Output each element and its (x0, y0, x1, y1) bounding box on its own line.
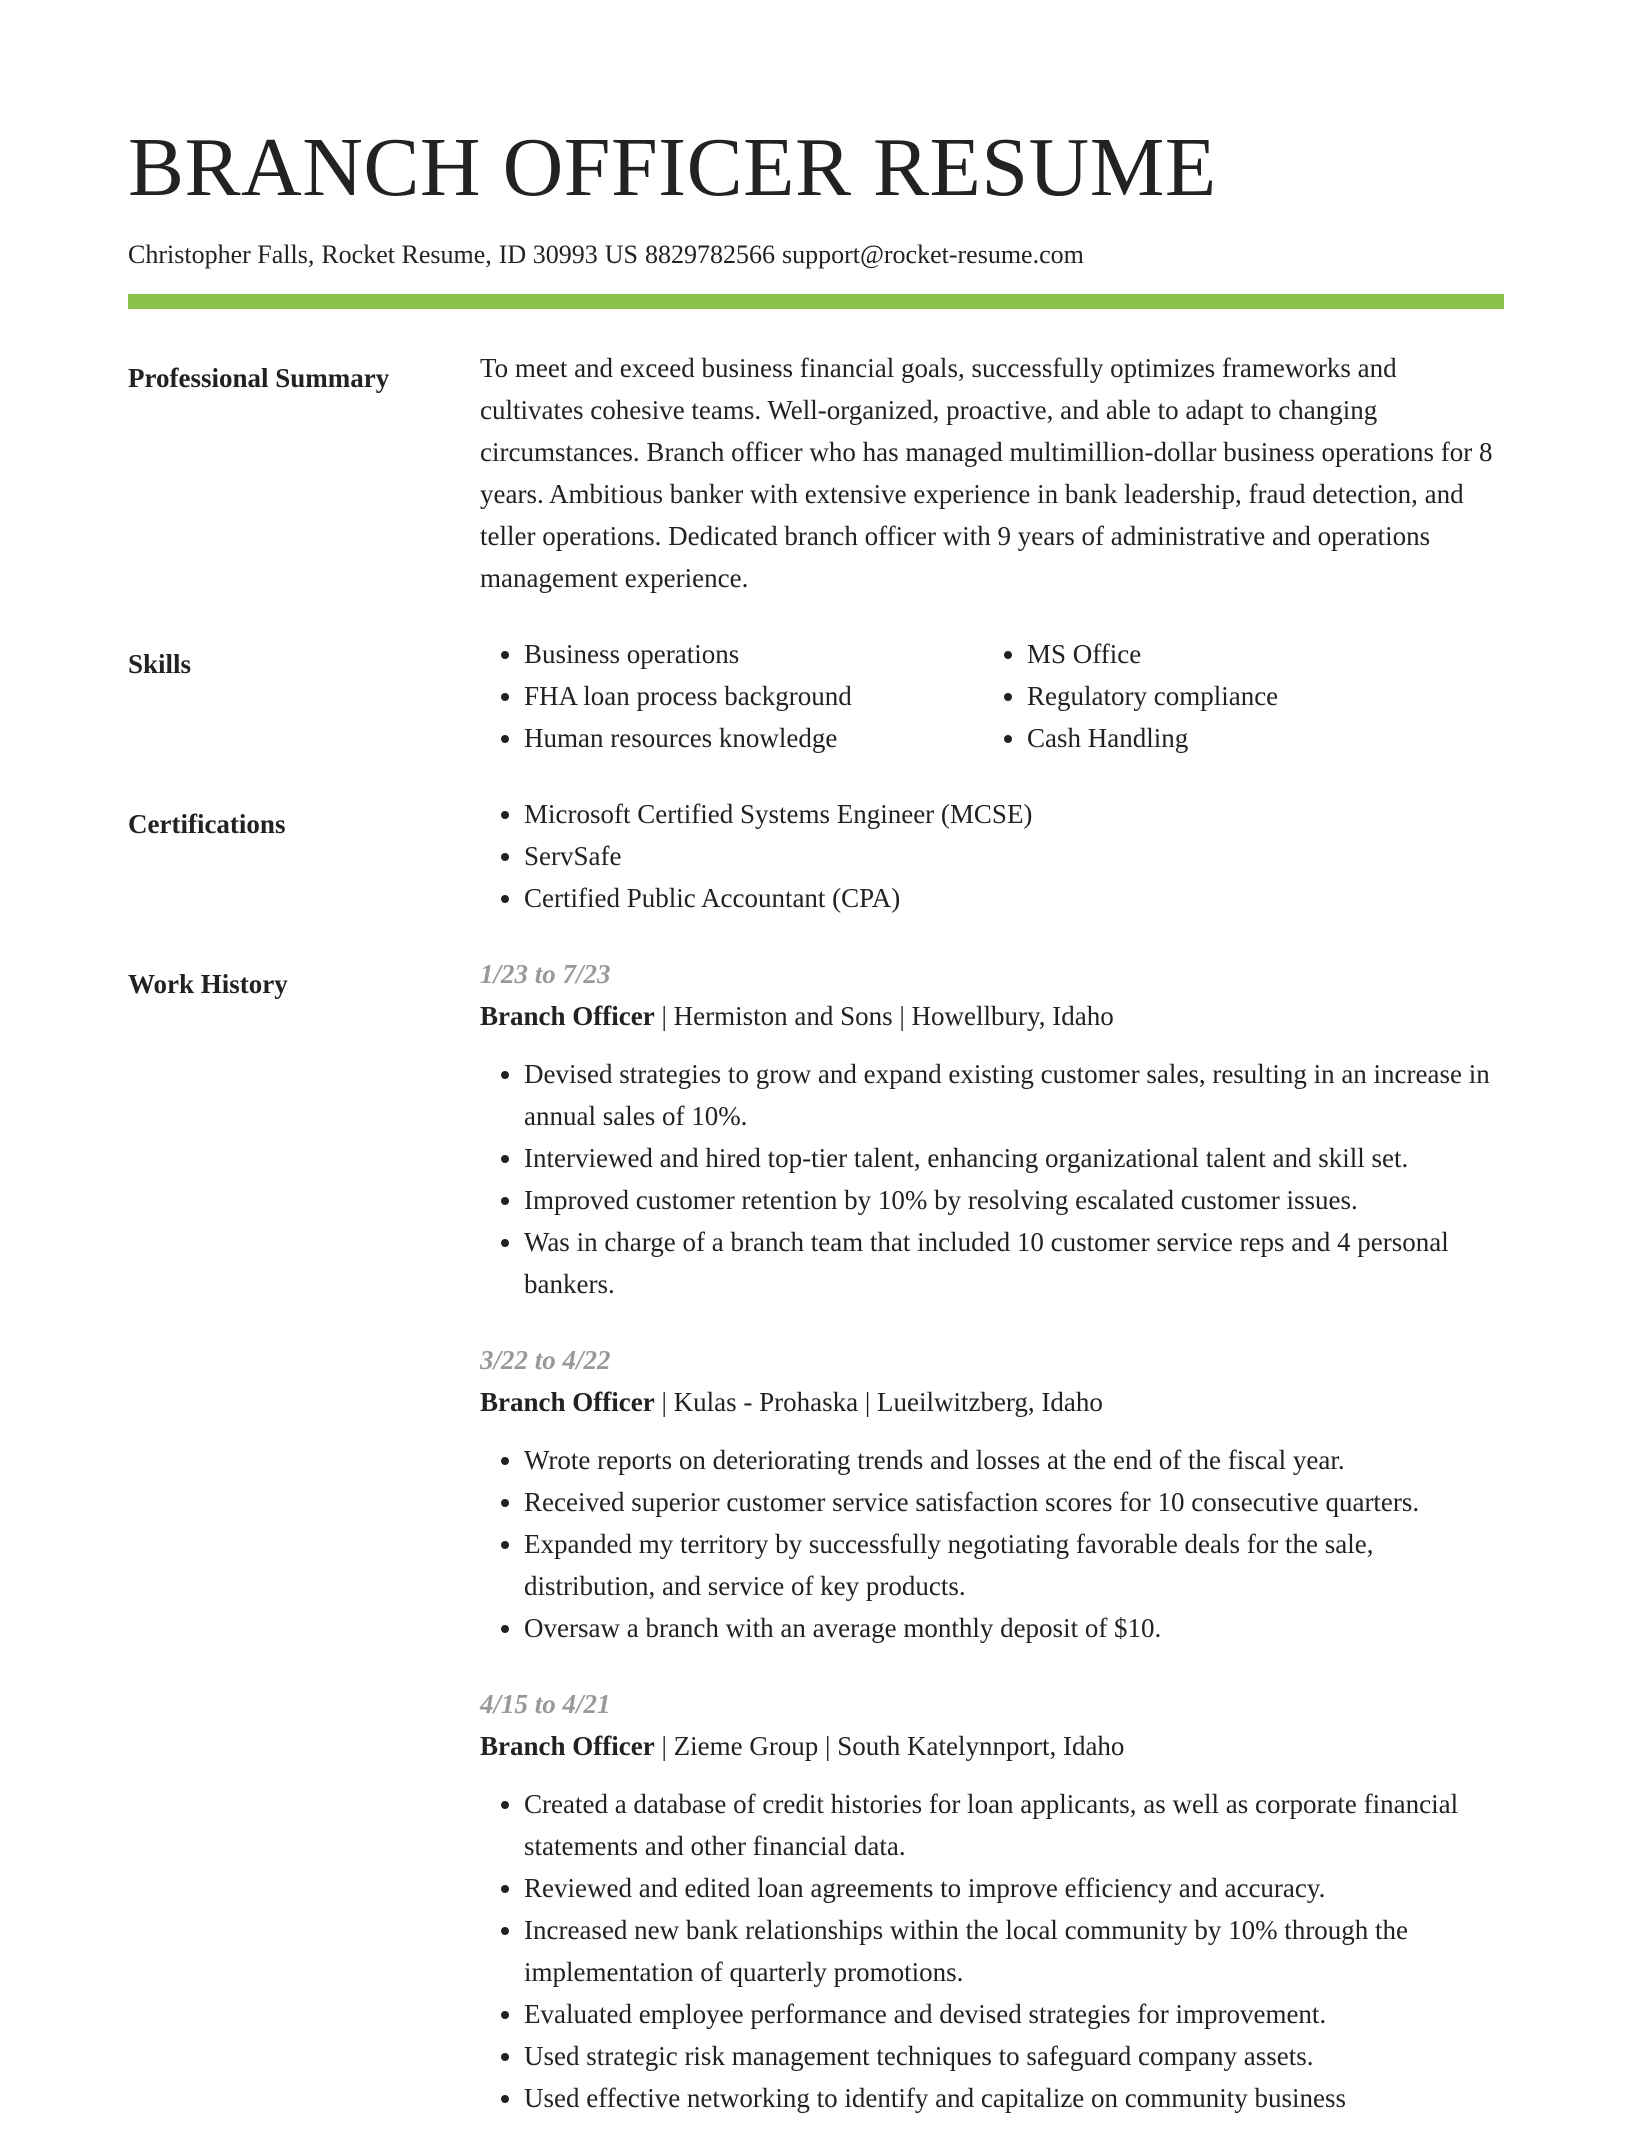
job-bullet: • Evaluated employee performance and devised strategies for improvement. (524, 1993, 1504, 2035)
job-heading (480, 995, 1504, 1037)
job-heading (480, 1381, 1504, 1423)
job-bullet: • Wrote reports on deteriorating trends and losses at the end of the fiscal year. (524, 1439, 1504, 1481)
skill-item: • Business operations (524, 633, 983, 675)
job-details: | Hermiston and Sons | Howellbury, Idaho (654, 1001, 1114, 1031)
skill-item: • Human resources knowledge (524, 717, 983, 759)
accent-divider (128, 294, 1504, 309)
job-heading (480, 1725, 1504, 1767)
skills-grid (480, 633, 1504, 759)
job-entry (480, 1339, 1504, 1649)
certifications-section (128, 799, 1504, 919)
job-bullet: • Used effective networking to identify and capitalize on community business (524, 2077, 1504, 2119)
job-bullets (480, 1053, 1504, 1305)
job-bullet: • Oversaw a branch with an average monthly deposit of $10. (524, 1607, 1504, 1649)
contact-email[interactable]: support@rocket-resume.com (781, 240, 1084, 269)
job-dates: 4/15 to 4/21 (480, 1689, 611, 1719)
job-dates: 3/22 to 4/22 (480, 1345, 611, 1375)
summary-text: To meet and exceed business financial goals, successfully optimizes frameworks and cultivates cohesive teams. Well-organized, proactive, and able to adapt to changing circumstances. Branch officer who has managed multimillion-dollar business operations for 8 years. Ambitious banker with extensive experience in bank leadership, fraud detection, and teller operations. Dedicated branch officer with 9 years of administrative and operations management experience. (480, 353, 1493, 593)
resume-page (128, 120, 1504, 2153)
job-bullet: • Expanded my territory by successfully negotiating favorable deals for the sale, distribution, and service of key products. (524, 1523, 1504, 1607)
summary-label: Professional Summary (128, 363, 390, 393)
contact-state-zip: ID 30993 (498, 240, 598, 269)
job-bullet: • Improved customer retention by 10% by resolving escalated customer issues. (524, 1179, 1504, 1221)
job-bullet: • Interviewed and hired top-tier talent, enhancing organizational talent and skill set. (524, 1137, 1504, 1179)
skill-item: • FHA loan process background (524, 675, 983, 717)
summary-section (128, 353, 1504, 599)
contact-phone: 8829782566 (644, 240, 775, 269)
job-bullet: • Used strategic risk management techniques to safeguard company assets. (524, 2035, 1504, 2077)
job-entry (480, 1683, 1504, 2119)
job-role: Branch Officer (480, 1387, 655, 1417)
contact-city: Rocket Resume, (321, 240, 492, 269)
certification-item: • Microsoft Certified Systems Engineer (MCSE) (524, 793, 1504, 835)
skills-list (480, 633, 983, 759)
skills-label: Skills (128, 649, 192, 679)
job-dates: 1/23 to 7/23 (480, 959, 611, 989)
skills-column (480, 633, 983, 759)
certifications-label: Certifications (128, 809, 286, 839)
job-bullets (480, 1783, 1504, 2119)
skills-section (128, 639, 1504, 759)
job-bullet: • Created a database of credit histories for loan applicants, as well as corporate financial statements and other financial data. (524, 1783, 1504, 1867)
job-bullet: • Was in charge of a branch team that included 10 customer service reps and 4 personal bankers. (524, 1221, 1504, 1305)
job-role: Branch Officer (480, 1731, 655, 1761)
skills-column (983, 633, 1486, 759)
skill-item: • MS Office (1027, 633, 1486, 675)
skill-item: • Cash Handling (1027, 717, 1486, 759)
job-details: | Zieme Group | South Katelynnport, Idaho (654, 1731, 1125, 1761)
certifications-list (480, 793, 1504, 919)
resume-title: BRANCH OFFICER RESUME (128, 121, 1217, 214)
contact-country: US (604, 240, 638, 269)
contact-name: Christopher Falls, (128, 240, 315, 269)
job-entry (480, 953, 1504, 1305)
skills-list (983, 633, 1486, 759)
certification-item: • ServSafe (524, 835, 1504, 877)
skill-item: • Regulatory compliance (1027, 675, 1486, 717)
certification-item: • Certified Public Accountant (CPA) (524, 877, 1504, 919)
work-history-label: Work History (128, 969, 288, 999)
contact-line (128, 238, 1504, 272)
work-history-section (128, 959, 1504, 2153)
job-bullet: • Increased new bank relationships within the local community by 10% through the implementation of quarterly promotions. (524, 1909, 1504, 1993)
job-details: | Kulas - Prohaska | Lueilwitzberg, Idaho (654, 1387, 1103, 1417)
job-bullet: • Devised strategies to grow and expand existing customer sales, resulting in an increase in annual sales of 10%. (524, 1053, 1504, 1137)
job-role: Branch Officer (480, 1001, 655, 1031)
job-bullet: • Received superior customer service satisfaction scores for 10 consecutive quarters. (524, 1481, 1504, 1523)
job-bullet: • Reviewed and edited loan agreements to improve efficiency and accuracy. (524, 1867, 1504, 1909)
job-bullets (480, 1439, 1504, 1649)
